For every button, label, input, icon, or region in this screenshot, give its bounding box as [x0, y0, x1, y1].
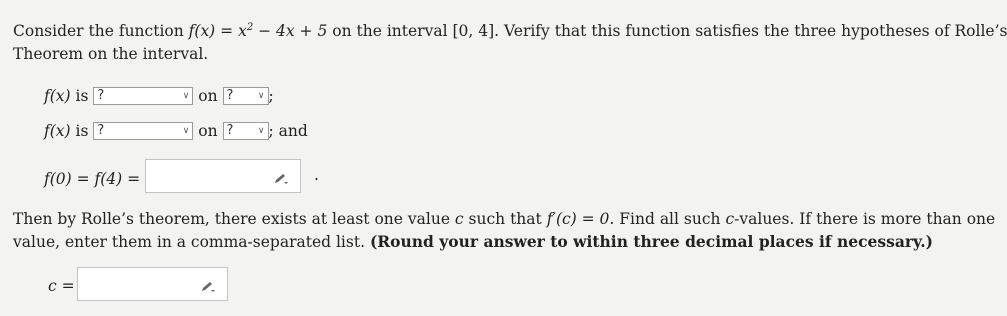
hyp2-property-select[interactable]: ? ∨: [93, 122, 193, 140]
hypothesis-3: [44, 163, 140, 195]
answer-label: c =: [48, 277, 75, 295]
intro-text: Consider the function: [13, 22, 189, 40]
hyp1-lhs: f(x): [44, 87, 71, 105]
hyp1-interval-select[interactable]: ? ∨: [223, 87, 269, 105]
hypothesis-1: f(x) is ? ∨ on ? ∨ ;: [44, 87, 274, 105]
question-line-1: Then by Rolle’s theorem, there exists at least one value c such that f′(c) = 0. Find all such c-values. If there is more than one: [13, 210, 996, 228]
pencil-icon[interactable]: [201, 281, 217, 293]
hyp2-interval-select[interactable]: ? ∨: [223, 122, 269, 140]
intro-line-2: Theorem on the interval.: [13, 45, 209, 63]
chevron-down-icon: ∨: [257, 91, 265, 101]
intro-line-1: Consider the function $f(x) = x^2 - 4x + 5$ on the interval [0, 4]. Verify that this function satisfies the three hypotheses of Rolle’s: [13, 22, 1007, 40]
interval: [0, 4]: [452, 22, 495, 40]
hyp3-lhs: f(0) = f(4) =: [44, 170, 141, 188]
hyp1-property-select[interactable]: ? ∨: [93, 87, 193, 105]
question-line-2: value, enter them in a comma-separated list. (Round your answer to within three decimal places if necessary.): [13, 232, 934, 251]
chevron-down-icon: ∨: [182, 91, 190, 101]
function-definition: $f(x) = x^2 - 4x + 5$: [188, 22, 328, 40]
hyp3-period: .: [314, 166, 319, 184]
fa-fb-answer-field[interactable]: [145, 159, 301, 193]
hypothesis-2: f(x) is ? ∨ on ? ∨ ; and: [44, 122, 308, 140]
rounding-instruction: (Round your answer to within three decimal places if necessary.): [369, 232, 934, 251]
c-values-answer-field[interactable]: [77, 267, 228, 301]
pencil-icon[interactable]: [274, 173, 290, 185]
chevron-down-icon: ∨: [182, 126, 190, 136]
hyp2-lhs: f(x): [44, 122, 71, 140]
chevron-down-icon: ∨: [257, 126, 265, 136]
